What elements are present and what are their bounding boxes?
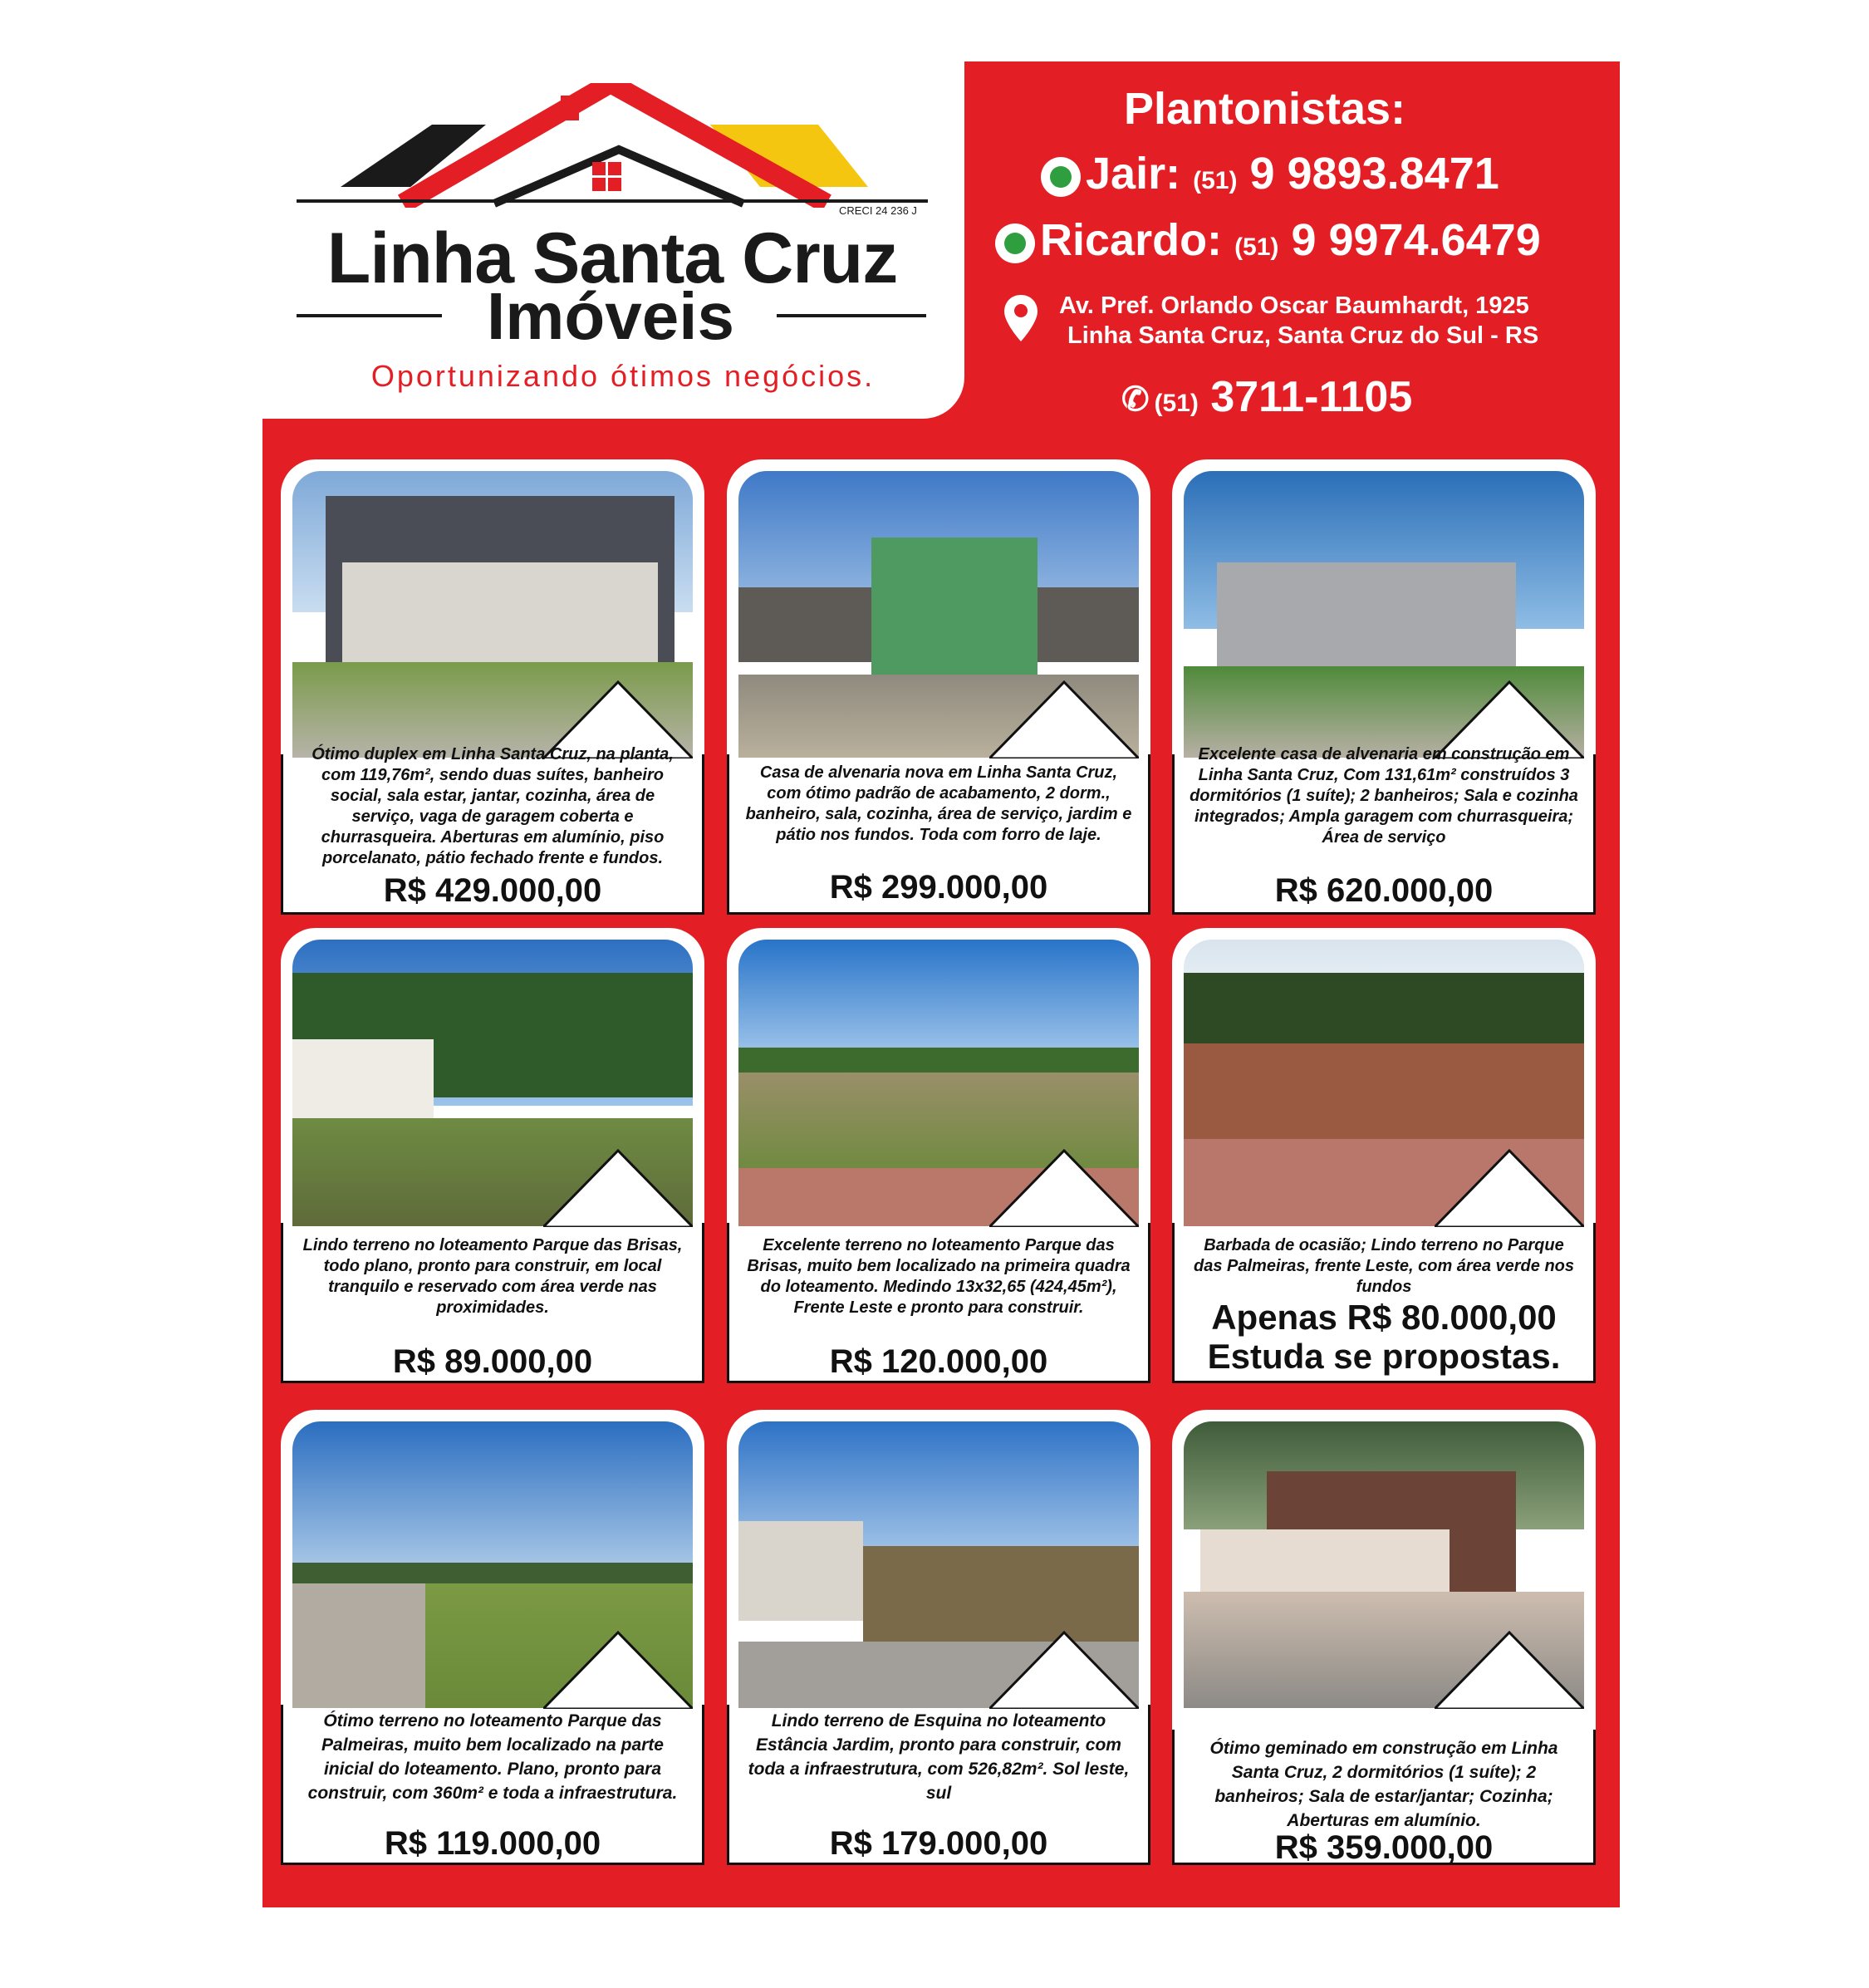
listing-price: R$ 119.000,00 xyxy=(384,1825,601,1862)
listing-price: R$ 120.000,00 xyxy=(829,1343,1048,1380)
agent-name: Ricardo: xyxy=(1040,215,1223,265)
contacts-heading: Plantonistas: xyxy=(1124,84,1406,134)
listing-caption: Excelente casa de alvenaria em construção em Linha Santa Cruz, Com 131,61m² construídos 3 dormitórios (1 suíte); 2 banheiros; Sala e cozinha integrados; Ampla garagem com churrasqueira; Área de serviço xyxy=(1190,745,1578,847)
agent-jair xyxy=(1041,148,1499,199)
photo-notch xyxy=(1435,653,1584,758)
logo-top-rule xyxy=(297,199,928,203)
brand-name: Linha Santa Cruz xyxy=(326,218,898,298)
listing-card[interactable] xyxy=(727,1410,1150,1865)
photo-notch xyxy=(1435,1603,1584,1709)
listing-caption: Ótimo geminado em construção em Linha Santa Cruz, 2 dormitórios (1 suíte); 2 banheiros; Sala de estar/jantar; Cozinha; Aberturas em alumínio. xyxy=(1209,1739,1558,1830)
listing-price: Apenas R$ 80.000,00 xyxy=(1211,1298,1557,1337)
listing-price: R$ 359.000,00 xyxy=(1274,1829,1494,1866)
agent-ddd: (51) xyxy=(1193,167,1238,194)
agent-ricardo xyxy=(995,214,1541,266)
listing-price-note: Estuda se propostas. xyxy=(1207,1337,1561,1376)
listing-price: R$ 179.000,00 xyxy=(829,1825,1048,1862)
address-line-2: Linha Santa Cruz, Santa Cruz do Sul - RS xyxy=(1067,322,1539,349)
photo-notch xyxy=(543,653,693,758)
listing-card[interactable] xyxy=(1172,1410,1596,1865)
whatsapp-icon xyxy=(995,223,1035,263)
listing-caption: Lindo terreno de Esquina no loteamento Estância Jardim, pronto para construir, com toda a infraestrutura, com 526,82m². Sol leste, sul xyxy=(748,1711,1130,1803)
agent-phone[interactable]: 9 9893.8471 xyxy=(1249,149,1499,199)
listing-card[interactable] xyxy=(727,459,1150,915)
photo-notch xyxy=(543,1603,693,1709)
agent-phone[interactable]: 9 9974.6479 xyxy=(1291,215,1541,265)
landline-number[interactable]: 3711-1105 xyxy=(1210,373,1413,421)
listing-card[interactable] xyxy=(281,459,704,915)
listing-card[interactable] xyxy=(281,1410,704,1865)
listing-caption: Excelente terreno no loteamento Parque das Brisas, muito bem localizado na primeira quadra do loteamento. Medindo 13x32,65 (424,45m²), Frente Leste e pronto para construir. xyxy=(747,1236,1131,1317)
listing-caption: Barbada de ocasião; Lindo terreno no Parque das Palmeiras, frente Leste, com área verde nos fundos xyxy=(1194,1236,1574,1296)
photo-notch xyxy=(1435,1122,1584,1227)
landline-ddd: (51) xyxy=(1154,390,1199,417)
landline xyxy=(1121,372,1412,422)
listing-card[interactable] xyxy=(281,928,704,1383)
logo-roof-icon xyxy=(295,83,926,208)
listing-caption: Ótimo duplex em Linha Santa Cruz, na planta, com 119,76m², sendo duas suítes, banheiro social, sala estar, jantar, cozinha, área de serviço, vaga de garagem coberta e churrasqueira. Aberturas em alumínio, piso porcelanato, pátio fechado frente e fundos. xyxy=(312,745,674,867)
listing-caption: Casa de alvenaria nova em Linha Santa Cruz, com ótimo padrão de acabamento, 2 dorm., banheiro, sala, cozinha, área de serviço, jardim e pátio nos fundos. Toda com forro de laje. xyxy=(745,763,1132,844)
agent-ddd: (51) xyxy=(1234,233,1279,261)
listing-price: R$ 89.000,00 xyxy=(392,1343,593,1380)
photo-notch xyxy=(989,1603,1139,1709)
listing-price: R$ 429.000,00 xyxy=(383,872,602,909)
logo-right-rule xyxy=(777,314,926,317)
listing-price: R$ 299.000,00 xyxy=(829,869,1048,906)
whatsapp-icon xyxy=(1041,157,1081,197)
agent-name: Jair: xyxy=(1086,149,1181,199)
listing-card[interactable] xyxy=(1172,459,1596,915)
listing-card[interactable] xyxy=(727,928,1150,1383)
creci-number: CRECI 24 236 J xyxy=(839,204,917,217)
photo-notch xyxy=(989,653,1139,758)
brand-tagline: Oportunizando ótimos negócios. xyxy=(370,359,876,393)
address-line-1: Av. Pref. Orlando Oscar Baumhardt, 1925 xyxy=(1059,292,1529,319)
listing-price: R$ 620.000,00 xyxy=(1274,872,1494,909)
listing-caption: Lindo terreno no loteamento Parque das Brisas, todo plano, pronto para construir, em local tranquilo e reservado com área verde nas proximidades. xyxy=(302,1236,683,1317)
location-pin-icon xyxy=(1003,293,1039,343)
listing-card[interactable] xyxy=(1172,928,1596,1383)
brand-subtitle: Imóveis xyxy=(487,279,734,353)
listing-caption: Ótimo terreno no loteamento Parque das Palmeiras, muito bem localizado na parte inicial do loteamento. Plano, pronto para construir, com 360m² e toda a infraestrutura. xyxy=(307,1711,678,1803)
photo-notch xyxy=(543,1122,693,1227)
photo-notch xyxy=(989,1122,1139,1227)
logo-left-rule xyxy=(297,314,442,317)
phone-icon: ✆ xyxy=(1121,381,1150,419)
